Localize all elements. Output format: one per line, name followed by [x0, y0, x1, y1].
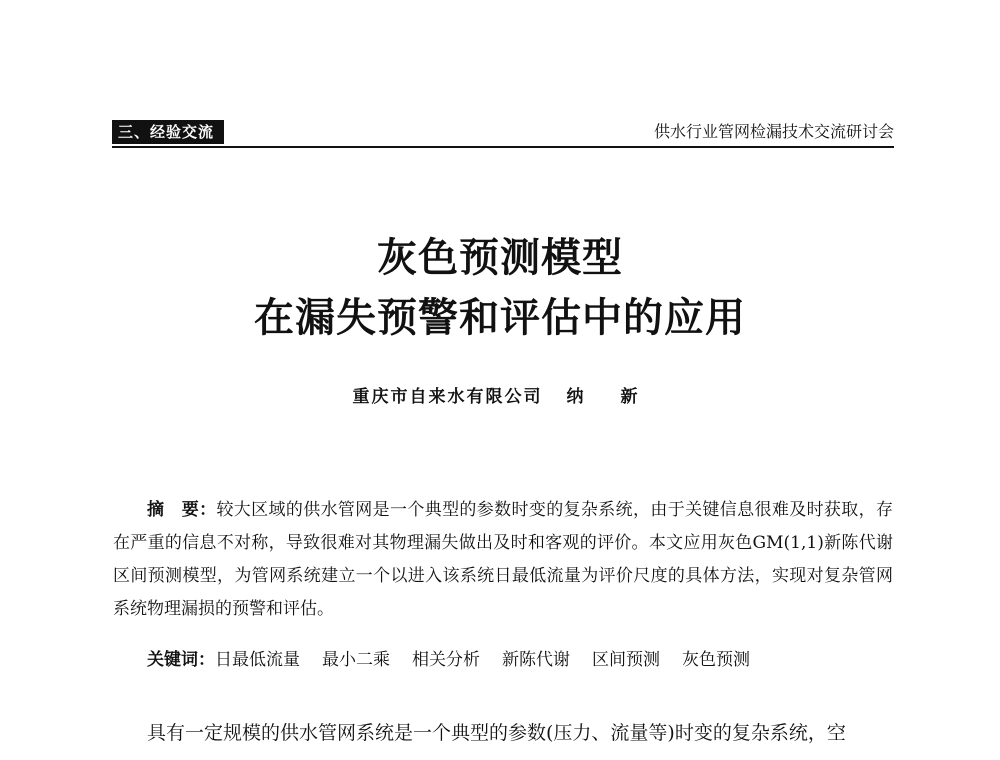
keyword: 日最低流量: [215, 650, 300, 670]
paper-title-line2: 在漏失预警和评估中的应用: [254, 294, 746, 341]
paper-title-line1: 灰色预测模型: [377, 234, 623, 281]
keyword: 最小二乘: [322, 650, 390, 670]
author-line: [0, 386, 1000, 408]
header-rule: [112, 146, 894, 148]
keyword: 新陈代谢: [502, 650, 570, 670]
keywords-label: 关键词：: [147, 650, 215, 670]
author-organization: 重庆市自来水有限公司: [352, 387, 543, 407]
author-name: 纳 新: [566, 387, 648, 407]
abstract-text: 较大区域的供水管网是一个典型的参数时变的复杂系统，由于关键信息很难及时获取，存在严重的信息不对称，导致很难对其物理漏失做出及时和客观的评价。本文应用灰色GM(1,1)新陈代谢区间预测模型，为管网系统建立一个以进入该系统日最低流量为评价尺度的具体方法，实现对复杂管网系统物理漏损的预警和评估。: [113, 500, 894, 619]
keyword: 相关分析: [412, 650, 480, 670]
keywords: [147, 648, 907, 672]
keyword: 灰色预测: [682, 650, 750, 670]
body-paragraph-first-line: 具有一定规模的供水管网系统是一个典型的参数(压力、流量等)时变的复杂系统，空: [147, 722, 846, 744]
keyword: 区间预测: [592, 650, 660, 670]
running-header: [112, 118, 894, 148]
abstract-label: 摘 要：: [147, 500, 217, 520]
abstract: [113, 494, 893, 626]
conference-title: 供水行业管网检漏技术交流研讨会: [653, 122, 894, 141]
section-tag: 三、经验交流: [112, 120, 224, 144]
